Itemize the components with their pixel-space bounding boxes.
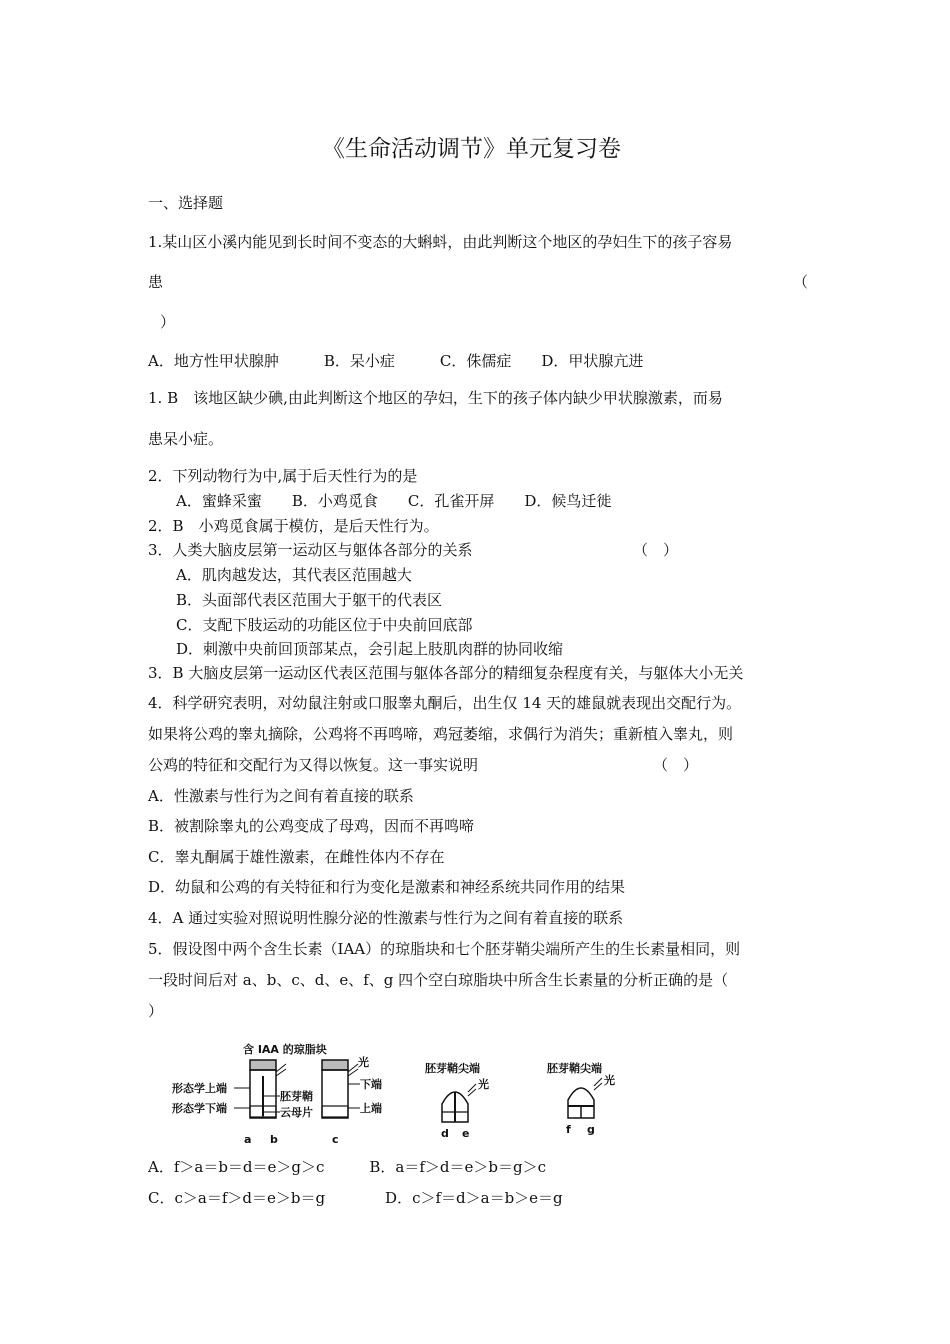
diagram-label-top-end: 上端 — [360, 1102, 382, 1115]
q3-option-b: B．头面部代表区范围大于躯干的代表区 — [176, 591, 443, 609]
q4-option-a: A．性激素与性行为之间有着直接的联系 — [148, 787, 414, 805]
q2-stem: 2．下列动物行为中,属于后天性行为的是 — [148, 467, 418, 485]
diagram-letter-b: b — [270, 1133, 278, 1146]
diagram-label-mica: 云母片 — [280, 1106, 313, 1119]
q5-stem-line1: 5．假设图中两个含生长素（IAA）的琼脂块和七个胚芽鞘尖端所产生的生长素量相同，则 — [148, 940, 741, 958]
q4-paren: （ ） — [653, 756, 699, 774]
page-title: 《生命活动调节》单元复习卷 — [322, 136, 621, 162]
diagram-label-upper-end: 形态学上端 — [172, 1082, 227, 1095]
q1-answer-line1: 1. B 该地区缺少碘,由此判断这个地区的孕妇，生下的孩子体内缺少甲状腺激素，而易 — [148, 389, 723, 407]
diagram-letter-c: c — [332, 1133, 339, 1146]
q1-stem-line1: 1.某山区小溪内能见到长时间不变态的大蝌蚪，由此判断这个地区的孕妇生下的孩子容易 — [148, 233, 733, 251]
diagram-label-tip-1: 胚芽鞘尖端 — [425, 1062, 480, 1075]
q4-option-c: C．睾丸酮属于雄性激素，在雌性体内不存在 — [148, 848, 445, 866]
section-heading: 一、选择题 — [148, 194, 224, 212]
q3-paren: （ ） — [633, 541, 679, 559]
coleoptile-c-group — [322, 1060, 358, 1118]
q2-answer: 2．B 小鸡觅食属于模仿，是后天性行为。 — [148, 517, 439, 535]
diagram-label-light-1: 光 — [358, 1056, 369, 1069]
q5-stem-line3: ） — [148, 1002, 164, 1020]
diagram-label-lower-end: 形态学下端 — [172, 1102, 227, 1115]
diagram-label-light-3: 光 — [604, 1074, 615, 1087]
q2-options: A．蜜蜂采蜜 B．小鸡觅食 C．孔雀开屏 D．候鸟迁徙 — [176, 492, 612, 510]
q3-option-a: A．肌肉越发达，其代表区范围越大 — [176, 566, 412, 584]
diagram-letter-e: e — [462, 1127, 470, 1140]
diagram-label-light-2: 光 — [478, 1078, 489, 1091]
q5-options-row2: C．c＞a＝f＞d＝e＞b＝g D．c＞f＝d＞a＝b＞e＝g — [148, 1189, 563, 1207]
diagram-letter-a: a — [244, 1133, 252, 1146]
diagram-label-coleoptile: 胚芽鞘 — [280, 1090, 313, 1103]
diagram-letter-d: d — [441, 1127, 449, 1140]
q1-paren-open: （ — [793, 273, 809, 291]
q1-answer-line2: 患呆小症。 — [148, 430, 224, 448]
q1-options: A．地方性甲状腺肿 B．呆小症 C．侏儒症 D．甲状腺亢进 — [148, 352, 644, 370]
diagram-letter-g: g — [587, 1123, 595, 1136]
q3-stem: 3．人类大脑皮层第一运动区与躯体各部分的关系 — [148, 541, 473, 559]
q4-answer: 4．A 通过实验对照说明性腺分泌的性激素与性行为之间有着直接的联系 — [148, 909, 624, 927]
q3-option-d: D．刺激中央前回顶部某点，会引起上肢肌肉群的协同收缩 — [176, 640, 564, 658]
q3-answer: 3．B 大脑皮层第一运动区代表区范围与躯体各部分的精细复杂程度有关，与躯体大小无关 — [148, 664, 744, 682]
diagram-label-tip-2: 胚芽鞘尖端 — [547, 1062, 602, 1075]
q4-stem-line1: 4．科学研究表明，对幼鼠注射或口服睾丸酮后，出生仅 14 天的雄鼠就表现出交配行为。 — [148, 694, 742, 712]
q1-paren-close: ） — [160, 313, 176, 331]
diagram-label-iaa-block: 含 IAA 的琼脂块 — [243, 1043, 327, 1056]
q4-option-b: B．被割除睾丸的公鸡变成了母鸡，因而不再鸣啼 — [148, 817, 475, 835]
coleoptile-tip-fg-group — [568, 1078, 602, 1118]
q1-stem-line2: 患 — [148, 273, 164, 291]
experiment-diagram — [150, 1040, 670, 1150]
q4-stem-line2: 如果将公鸡的睾丸摘除，公鸡将不再鸣啼，鸡冠萎缩，求偶行为消失；重新植入睾丸，则 — [148, 725, 734, 743]
q5-options-row1: A．f＞a＝b＝d＝e＞g＞c B．a＝f＞d＝e＞b＝g＞c — [148, 1158, 547, 1176]
q5-stem-line2: 一段时间后对 a、b、c、d、e、f、g 四个空白琼脂块中所含生长素量的分析正确的是（ — [148, 971, 729, 989]
diagram-label-bottom-end: 下端 — [360, 1078, 382, 1091]
diagram-letter-f: f — [566, 1123, 571, 1136]
q4-stem-line3: 公鸡的特征和交配行为又得以恢复。这一事实说明 — [148, 756, 479, 774]
q3-option-c: C．支配下肢运动的功能区位于中央前回底部 — [176, 616, 473, 634]
q4-option-d: D．幼鼠和公鸡的有关特征和行为变化是激素和神经系统共同作用的结果 — [148, 878, 626, 896]
coleoptile-tip-de-group — [442, 1084, 476, 1122]
